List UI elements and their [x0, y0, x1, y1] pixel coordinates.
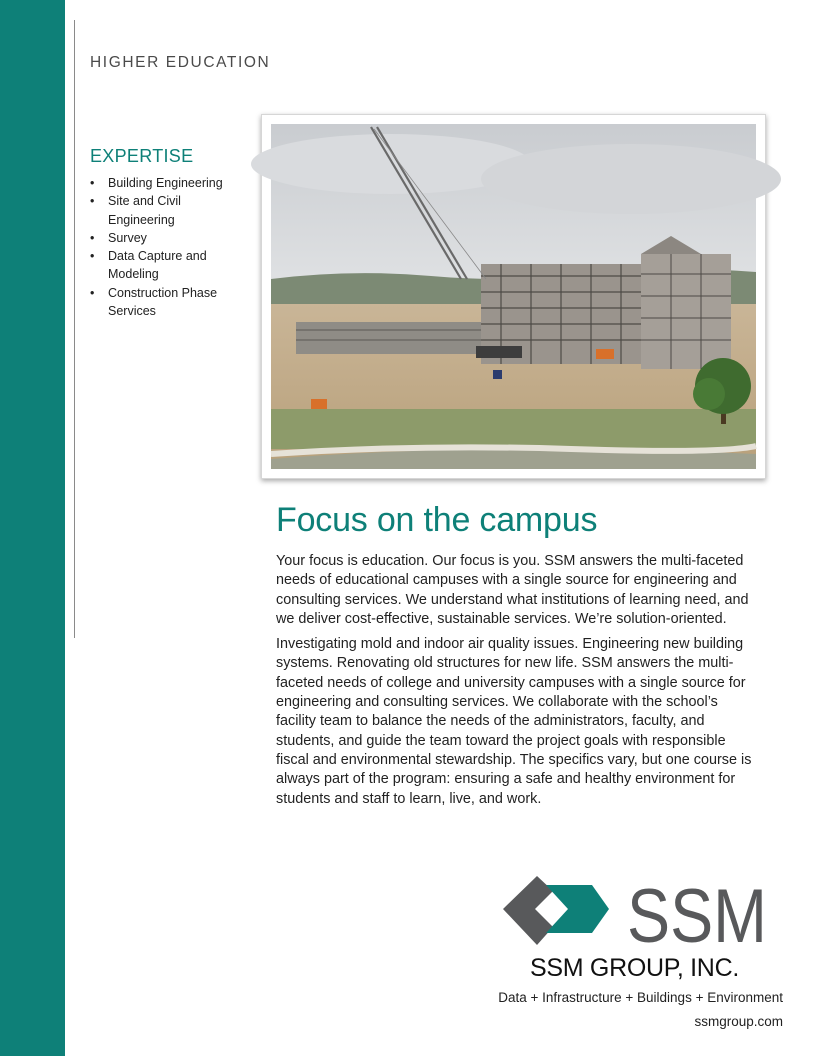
expertise-item: • Survey	[90, 229, 240, 247]
expertise-item: • Building Engineering	[90, 174, 240, 192]
expertise-item: • Site and Civil Engineering	[90, 192, 240, 229]
tagline: Data + Infrastructure + Buildings + Environment	[498, 990, 783, 1005]
expertise-item: • Construction Phase Services	[90, 284, 240, 321]
body-paragraph: Your focus is education. Our focus is you. SSM answers the multi-faceted needs of educational campuses with a single source for engineering and consulting services. We understand what institutions of learning need, and we deliver cost-effective, sustainable services. We’re solution-oriented.	[276, 553, 749, 627]
body-text	[276, 552, 756, 815]
page-headline: Focus on the campus	[276, 501, 598, 539]
ssm-logo	[500, 873, 770, 959]
teal-side-bar	[0, 0, 65, 1056]
logo-text: SSM	[627, 874, 767, 959]
expertise-item: • Data Capture and Modeling	[90, 247, 240, 284]
expertise-list	[90, 174, 240, 320]
divider-line	[74, 20, 75, 638]
logo-mark-icon	[503, 876, 609, 945]
company-name: SSM GROUP, INC.	[530, 954, 739, 982]
construction-site-image	[271, 124, 756, 469]
website-link[interactable]: ssmgroup.com	[694, 1014, 783, 1029]
body-paragraph: Investigating mold and indoor air quality issues. Engineering new building systems. Renovating old structures for new life. SSM answers the multi-faceted needs of college and university campuses with a single source for engineering and consulting services. We collaborate with the school’s facility team to balance the needs of the administrators, faculty, and students, and guide the team toward the project goals with responsible fiscal and environmental stewardship. The specifics vary, but one course is always part of the program: ensuring a safe and healthy environment for students and staff to learn, live, and work.	[276, 636, 752, 807]
construction-photo	[261, 114, 766, 479]
section-kicker: HIGHER EDUCATION	[90, 54, 271, 71]
expertise-heading: EXPERTISE	[90, 146, 194, 166]
